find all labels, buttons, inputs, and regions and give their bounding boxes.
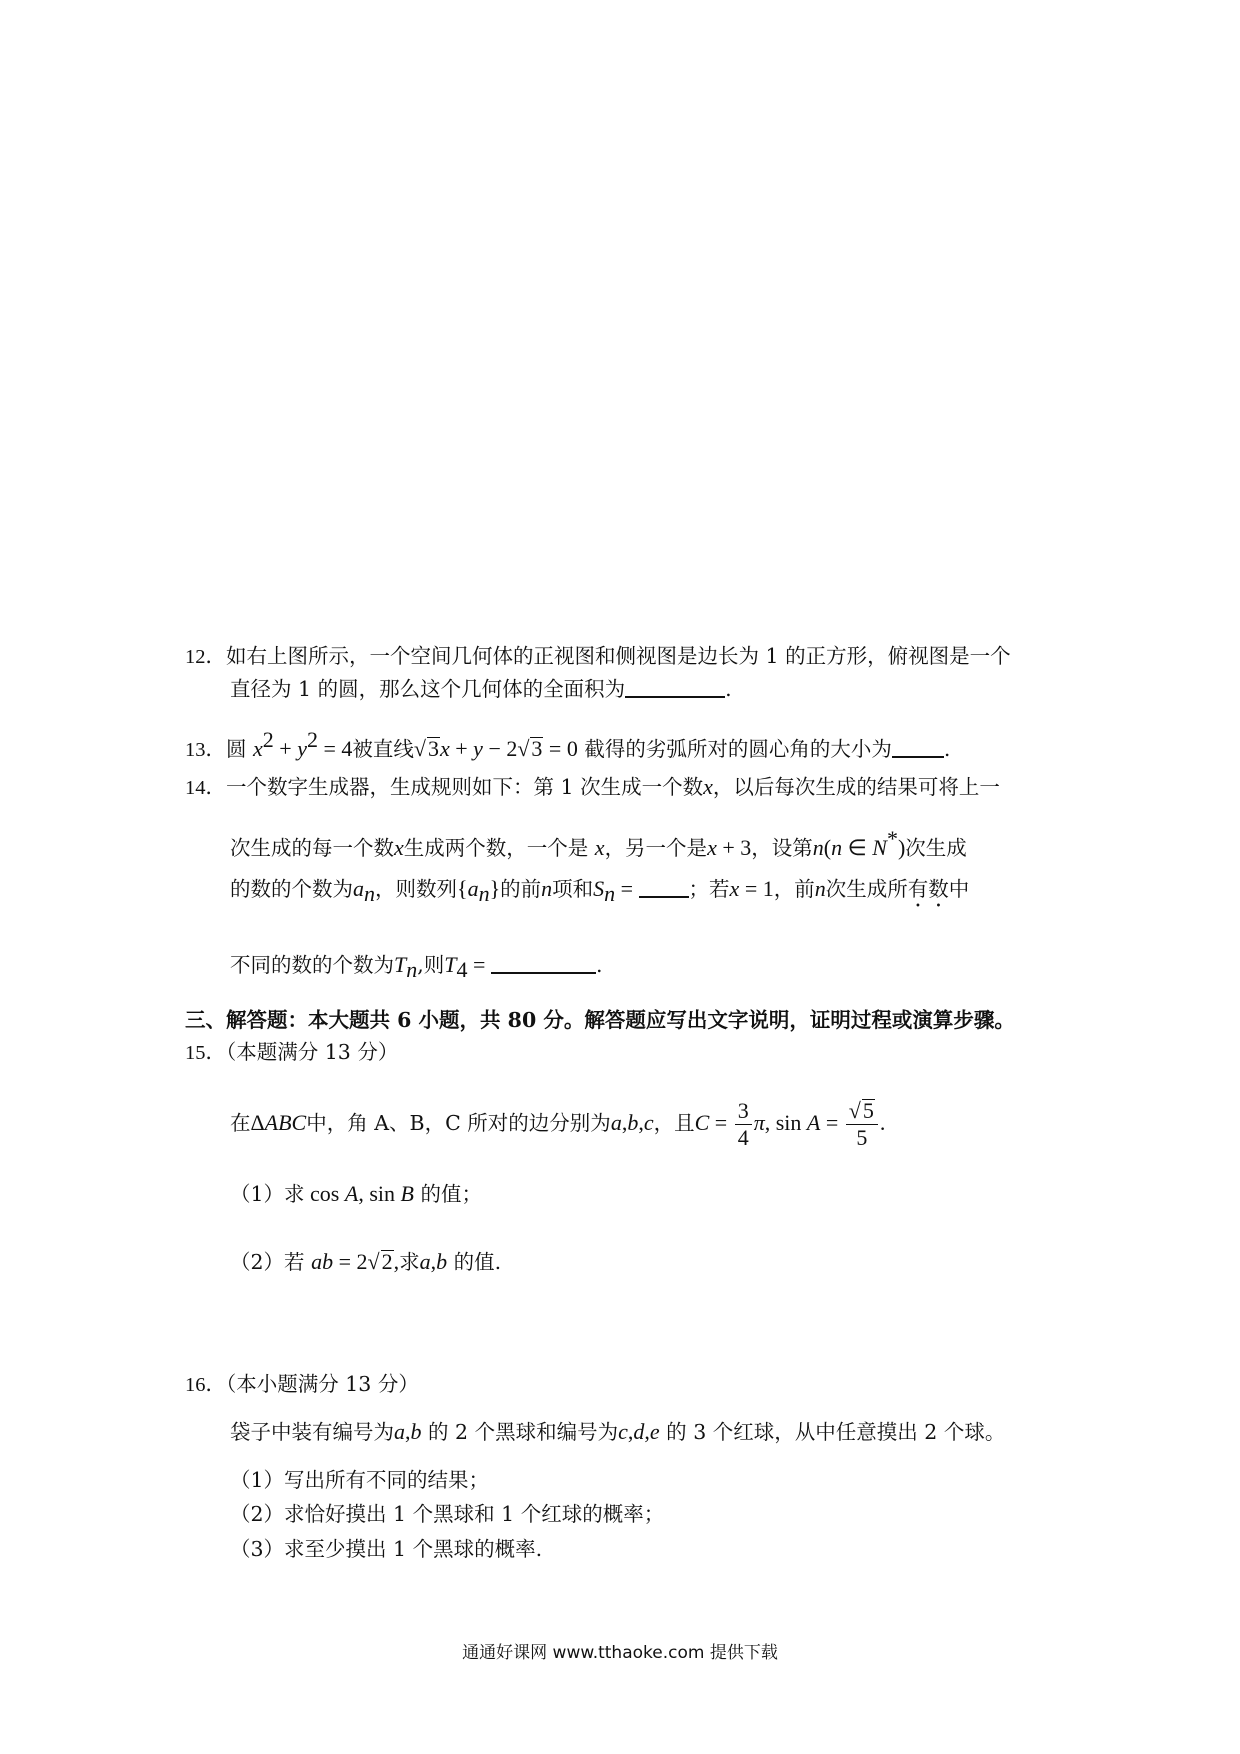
answer-blank[interactable] [892,738,944,758]
answer-blank[interactable] [491,954,596,974]
question-16-part-2: （2）求恰好摸出 1 个黑球和 1 个红球的概率； [230,1502,665,1526]
question-15-part-2: （2）若 ab = 2√2,求a,b 的值. [230,1249,502,1274]
emphasis-text: 有数 [907,877,949,901]
question-15-part-1: （1）求 cos A, sin B 的值； [230,1181,482,1206]
circle-equation: $x^2 + y^2 = 4$ [253,727,353,761]
question-12-line-2: 直径为 1 的圆，那么这个几何体的全面积为 . [230,677,732,701]
question-16-part-3: （3）求至少摸出 1 个黑球的概率. [230,1537,543,1561]
footer-watermark: 通通好课网 www.tthaoke.com 提供下载 [462,1643,778,1663]
question-number: 16． [185,1374,226,1396]
question-16-stem: 袋子中装有编号为a,b 的 2 个黑球和编号为c,d,e 的 3 个红球，从中任意摸出 2 个球。 [230,1419,1006,1444]
question-text: 直径为 1 的圆，那么这个几何体的全面积为 [230,677,626,701]
section-heading: 三、解答题：本大题共 6 小题，共 80 分。解答题应写出文字说明，证明过程或演算步骤。 [185,1008,1015,1032]
question-text: 如右上图所示，一个空间几何体的正视图和侧视图是边长为 1 的正方形，俯视图是一个 [226,644,1011,668]
question-number: 13． [185,739,226,761]
question-15-stem: 在ΔABC中，角 A、B，C 所对的边分别为a,b,c，且C = $\frac{3}{4}$ π, sin A = $\frac{√5}{5}$ . [230,1098,886,1150]
question-16-header: 16．（本小题满分 13 分） [185,1372,419,1396]
question-14-line-4: 不同的数的个数为$T_n$,则$T_4$ = . [230,952,603,982]
line-equation: √3x + y − 2√3 = 0 [413,736,578,761]
question-number: 12． [185,646,226,668]
answer-blank[interactable] [625,678,725,698]
fraction-three-quarters: $\frac{3}{4}$ [735,1098,752,1151]
question-15-header: 15．（本题满分 13 分） [185,1040,399,1064]
question-14-line-2: 次生成的每一个数x生成两个数，一个是 x，另一个是x + 3，设第n(n ∈ N*)次生成 [230,826,967,860]
question-14-line-1: 14．一个数字生成器，生成规则如下：第 1 次生成一个数x，以后每次生成的结果可将上一 [185,774,1000,799]
question-16-part-1: （1）写出所有不同的结果； [230,1468,490,1492]
question-13: 13．圆 $x^2 + y^2 = 4$被直线√3x + y − 2√3 = 0 截得的劣弧所对的圆心角的大小为 . [185,727,951,761]
question-number: 14． [185,777,226,799]
fraction-root5-over-5: $\frac{√5}{5}$ [846,1098,878,1151]
question-14-line-3: 的数的个数为$a_n$，则数列$\{a_n\}$的前n项和$S_n$ = ；若x = 1，前n次生成所有数中 [230,876,970,906]
question-12-line-1 [185,642,1011,671]
answer-blank[interactable] [639,878,689,898]
question-number: 15． [185,1042,226,1064]
